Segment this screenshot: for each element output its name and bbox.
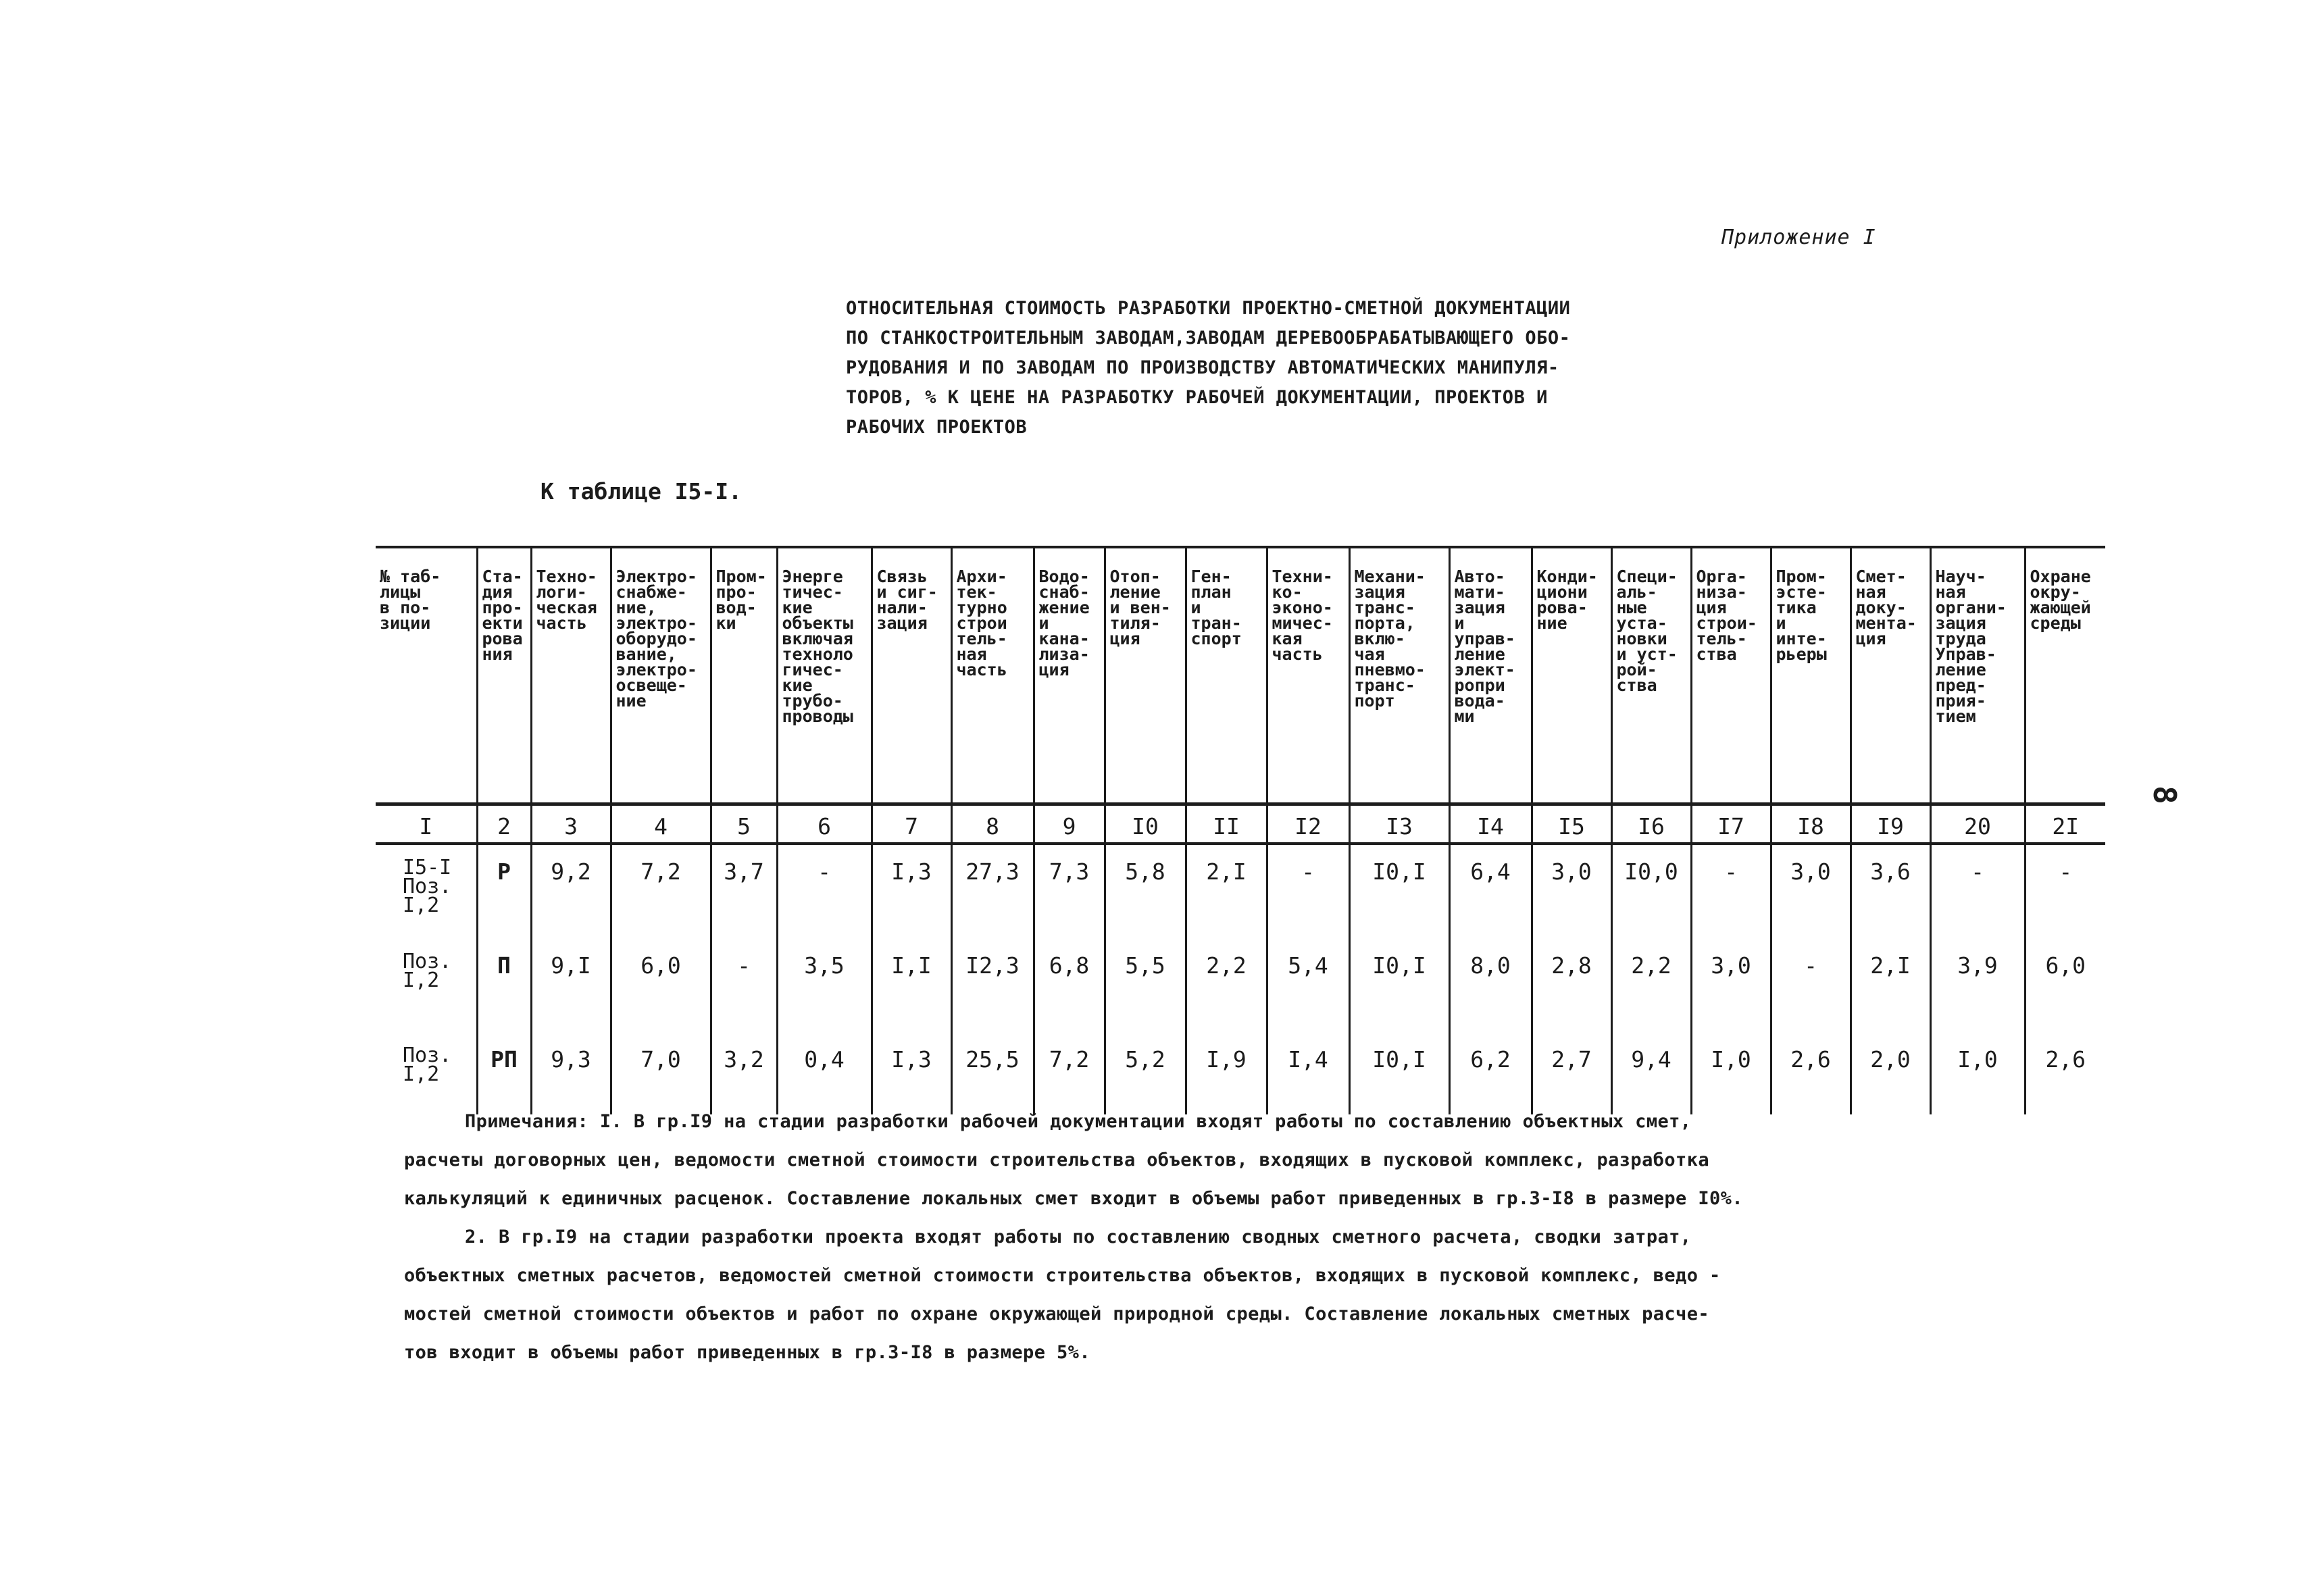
table-cell: I2,3: [951, 939, 1034, 1033]
table-cell: 6,0: [611, 939, 711, 1033]
column-header: № таб- лицы в по- зиции: [376, 547, 477, 804]
column-number: 6: [777, 804, 872, 844]
column-header: Конди- циони рова- ние: [1532, 547, 1611, 804]
table-cell: 7,2: [1034, 1033, 1105, 1114]
column-header: Механи- зация транс- порта, вклю- чая пневмо- транс- порт: [1349, 547, 1449, 804]
table-cell: 3,7: [711, 844, 777, 939]
title-line: РАБОЧИХ ПРОЕКТОВ: [846, 417, 1028, 438]
column-header: Специ- аль- ные уста- новки и уст- рой- ства: [1611, 547, 1691, 804]
row-stage: РП: [477, 1033, 531, 1114]
column-header: Охране окру- жающей среды: [2025, 547, 2105, 804]
table-cell: I,4: [1267, 1033, 1349, 1114]
column-header: Отоп- ление и вен- тиля- ция: [1105, 547, 1186, 804]
row-table-position: Поз. I,2: [403, 950, 452, 992]
column-number: 2I: [2025, 804, 2105, 844]
table-cell: 2,7: [1532, 1033, 1611, 1114]
table-cell: 6,8: [1034, 939, 1105, 1033]
table-cell: 27,3: [951, 844, 1034, 939]
column-number: 4: [611, 804, 711, 844]
table-cell: 6,2: [1449, 1033, 1532, 1114]
note-line: объектных сметных расчетов, ведомостей сметной стоимости строительства объектов, входящих в пусковой комплекс, ведо -: [404, 1265, 1721, 1286]
table-cell: 2,6: [1771, 1033, 1851, 1114]
table-cell: 8,0: [1449, 939, 1532, 1033]
table-cell: 25,5: [951, 1033, 1034, 1114]
table-cell: 7,2: [611, 844, 711, 939]
table-row: [376, 939, 2105, 1033]
table-cell: 5,4: [1267, 939, 1349, 1033]
table-cell: I0,I: [1349, 939, 1449, 1033]
column-header: Водо- снаб- жение и кана- лиза- ция: [1034, 547, 1105, 804]
column-number: I7: [1691, 804, 1771, 844]
table-cell: 3,6: [1851, 844, 1930, 939]
table-cell: 2,8: [1532, 939, 1611, 1033]
table-cell: I0,I: [1349, 844, 1449, 939]
table-cell: 5,2: [1105, 1033, 1186, 1114]
column-number: 7: [872, 804, 951, 844]
column-number-row: [376, 804, 2105, 844]
table-cell: 3,0: [1532, 844, 1611, 939]
table-cell: 9,3: [531, 1033, 611, 1114]
note-line: 2. В гр.I9 на стадии разработки проекта входят работы по составлению сводных сметного расчета, сводки затрат,: [465, 1227, 1692, 1247]
table-cell: I0,I: [1349, 1033, 1449, 1114]
column-header: Смет- ная доку- мента- ция: [1851, 547, 1930, 804]
table-cell: 2,2: [1611, 939, 1691, 1033]
table-cell: -: [777, 844, 872, 939]
table-cell: 2,0: [1851, 1033, 1930, 1114]
title-line: ПО СТАНКОСТРОИТЕЛЬНЫМ ЗАВОДАМ,ЗАВОДАМ ДЕРЕВООБРАБАТЫВАЮЩЕГО ОБО-: [846, 328, 1571, 349]
column-number: I0: [1105, 804, 1186, 844]
table-cell: -: [2025, 844, 2105, 939]
column-header: Пром- эсте- тика и инте- рьеры: [1771, 547, 1851, 804]
table-cell: 7,0: [611, 1033, 711, 1114]
row-stage: П: [477, 939, 531, 1033]
table-cell: I,I: [872, 939, 951, 1033]
column-header: Ген- план и тран- спорт: [1186, 547, 1267, 804]
column-number: 5: [711, 804, 777, 844]
column-header: Электро- снабже- ние, электро- оборудо- вание, электро- освеще- ние: [611, 547, 711, 804]
header-row: [376, 547, 2105, 804]
table-cell: 9,I: [531, 939, 611, 1033]
page-number: 8: [2146, 786, 2183, 804]
title-line: ТОРОВ, % К ЦЕНЕ НА РАЗРАБОТКУ РАБОЧЕЙ ДОКУМЕНТАЦИИ, ПРОЕКТОВ И: [846, 387, 1548, 408]
row-table-position: Поз. I,2: [403, 1044, 452, 1086]
table-cell: I,0: [1930, 1033, 2025, 1114]
table-cell: 2,I: [1186, 844, 1267, 939]
column-header: Энерге тичес- кие объекты включая техноло гичес- кие трубо- проводы: [777, 547, 872, 804]
column-header: Техно- логи- ческая часть: [531, 547, 611, 804]
note-line: тов входит в объемы работ приведенных в гр.3-I8 в размере 5%.: [404, 1342, 1090, 1363]
column-header: Связь и сиг- нали- зация: [872, 547, 951, 804]
table-cell: 7,3: [1034, 844, 1105, 939]
column-number: I6: [1611, 804, 1691, 844]
table-cell: -: [1691, 844, 1771, 939]
table-cell: 0,4: [777, 1033, 872, 1114]
table-cell: 3,9: [1930, 939, 2025, 1033]
table-cell: 6,4: [1449, 844, 1532, 939]
table-cell: I,9: [1186, 1033, 1267, 1114]
table-cell: I,3: [872, 1033, 951, 1114]
column-header: Пром- про- вод- ки: [711, 547, 777, 804]
column-number: I: [376, 804, 477, 844]
title-line: ОТНОСИТЕЛЬНАЯ СТОИМОСТЬ РАЗРАБОТКИ ПРОЕКТНО-СМЕТНОЙ ДОКУМЕНТАЦИИ: [846, 298, 1571, 319]
table-cell: I0,0: [1611, 844, 1691, 939]
column-number: I4: [1449, 804, 1532, 844]
note-line: мостей сметной стоимости объектов и работ по охране окружающей природной среды. Составление локальных сметных расче-: [404, 1304, 1710, 1324]
column-number: II: [1186, 804, 1267, 844]
table-cell: 2,I: [1851, 939, 1930, 1033]
table-cell: 3,0: [1691, 939, 1771, 1033]
column-number: I3: [1349, 804, 1449, 844]
table-cell: 9,2: [531, 844, 611, 939]
table-cell: 5,8: [1105, 844, 1186, 939]
column-header: Архи- тек- турно строи тель- ная часть: [951, 547, 1034, 804]
column-number: I2: [1267, 804, 1349, 844]
note-line: калькуляций к единичных расценок. Составление локальных смет входит в объемы работ приведенных в гр.3-I8 в размере I0%.: [404, 1188, 1743, 1209]
row-stage: Р: [477, 844, 531, 939]
table-cell: -: [1267, 844, 1349, 939]
table-reference: К таблице I5-I.: [540, 478, 743, 505]
table-cell: 5,5: [1105, 939, 1186, 1033]
document-title: [846, 294, 1616, 442]
column-number: 9: [1034, 804, 1105, 844]
note-line: Примечания: I. В гр.I9 на стадии разработки рабочей документации входят работы по составлению объектных смет,: [465, 1111, 1692, 1132]
note-line: расчеты договорных цен, ведомости сметной стоимости строительства объектов, входящих в пусковой комплекс, разработка: [404, 1150, 1710, 1170]
table-cell: -: [1930, 844, 2025, 939]
table-cell: -: [1771, 939, 1851, 1033]
column-number: 20: [1930, 804, 2025, 844]
title-line: РУДОВАНИЯ И ПО ЗАВОДАМ ПО ПРОИЗВОДСТВУ АВТОМАТИЧЕСКИХ МАНИПУЛЯ-: [846, 357, 1559, 378]
column-number: I9: [1851, 804, 1930, 844]
notes-section: [404, 1102, 1823, 1372]
column-number: 3: [531, 804, 611, 844]
table-cell: 2,6: [2025, 1033, 2105, 1114]
table-cell: 3,0: [1771, 844, 1851, 939]
appendix-label: Приложение I: [1721, 226, 1876, 249]
table-cell: -: [711, 939, 777, 1033]
column-header: Науч- ная органи- зация труда Управ- ление пред- прия- тием: [1930, 547, 2025, 804]
table-cell: I,0: [1691, 1033, 1771, 1114]
column-number: 8: [951, 804, 1034, 844]
column-number: I5: [1532, 804, 1611, 844]
table-cell: 2,2: [1186, 939, 1267, 1033]
table-cell: 6,0: [2025, 939, 2105, 1033]
row-table-position: I5-I Поз. I,2: [403, 856, 452, 917]
table-cell: 9,4: [1611, 1033, 1691, 1114]
column-header: Орга- низа- ция строи- тель- ства: [1691, 547, 1771, 804]
cost-table: [376, 546, 2105, 1114]
column-number: 2: [477, 804, 531, 844]
column-header: Авто- мати- зация и управ- ление элект- ропри вода- ми: [1449, 547, 1532, 804]
column-header: Ста- дия про- екти рова ния: [477, 547, 531, 804]
table-cell: 3,2: [711, 1033, 777, 1114]
column-number: I8: [1771, 804, 1851, 844]
column-header: Техни- ко- эконо- мичес- кая часть: [1267, 547, 1349, 804]
table-cell: 3,5: [777, 939, 872, 1033]
table-row: [376, 844, 2105, 939]
table-cell: I,3: [872, 844, 951, 939]
